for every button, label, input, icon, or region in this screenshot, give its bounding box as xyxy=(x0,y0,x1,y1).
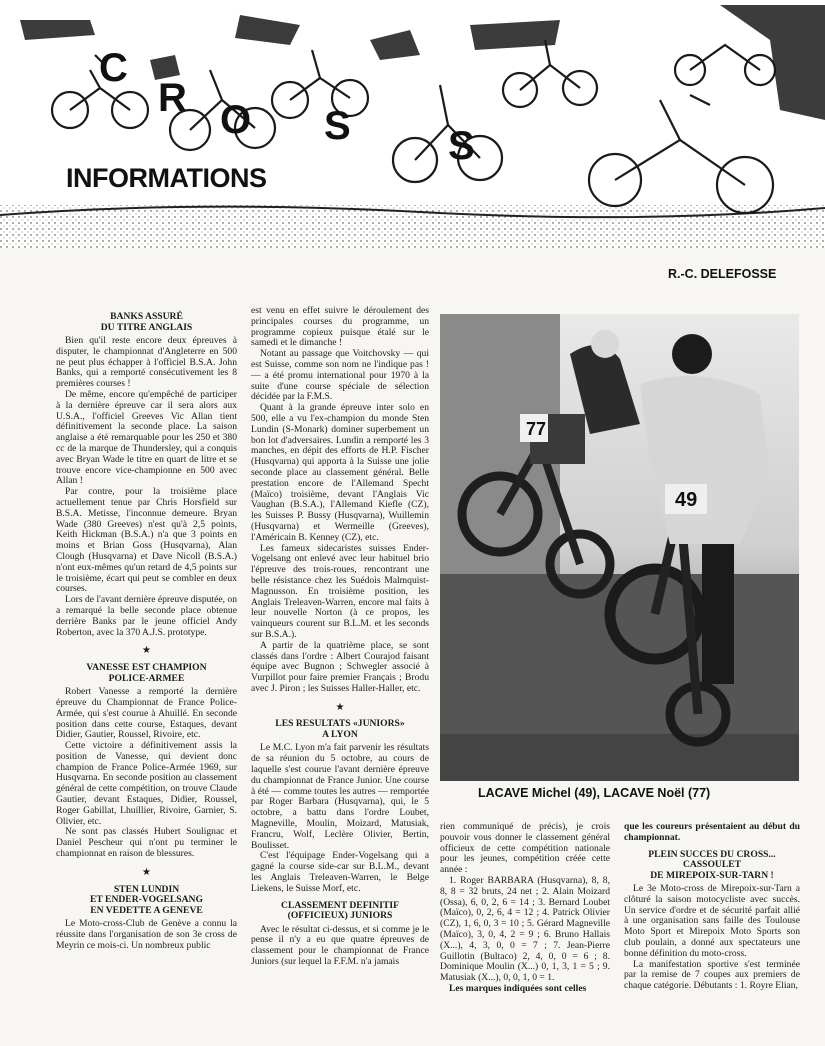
title-letter-o: O xyxy=(220,98,252,142)
author-byline: R.-C. DELEFOSSE xyxy=(668,267,777,281)
headline-banks: BANKS ASSURÉ DU TITRE ANGLAIS xyxy=(100,311,193,333)
column-2 xyxy=(251,306,429,968)
paragraph: Bien qu'il reste encore deux épreuves à disputer, le championnat d'Angleterre en 500 ne peut plus échapper à l'officiel B.S.A. John Banks, qui a remporté consécutivement les 8 premières courses ! xyxy=(56,335,237,390)
paragraph: Le 3e Moto-cross de Mirepoix-sur-Tarn a clôturé la saison motocycliste avec succès. Un service d'ordre et de sécurité parfait allié à une organisation sans faille des Toulouse Moto Sport et Mirepoix Moto Sports son club poulain, a donné aux spectateurs une bonne définition du moto-cross. xyxy=(624,883,800,959)
column-4 xyxy=(624,822,800,992)
paragraph: que les coureurs présentaient au début du championnat. xyxy=(624,821,800,843)
column-1 xyxy=(56,306,237,952)
results-list: 1. Roger BARBARA (Husqvarna), 8, 8, 8, 8 = 32 bruts, 24 net ; 2. Alain Moizard (Ossa), 6, 0, 2, 6 = 14 ; 3. Bernard Loubet (Maïco), 0, 2, 6, 4 = 12 ; 4. Patrick Olivier (CZ), 1, 6, 0, 3 = 10 ; 5. Gérard Magneville (Maïco), 3, 0, 4, 2 = 9 ; 6. Bruno Hallais (X...), 4, 3, 0, 0 = 7 ; 7. Jean-Pierre Guillotin (Bultaco) 2, 4, 0, 0 = 6 ; 8. Dominique Moulin (X...) 0, 1, 3, 1 = 5 ; 9. Matusiak (X...), 0, 0, 1, 0 = 1. xyxy=(440,874,610,984)
paragraph: De même, encore qu'empêché de participer à la dernière épreuve car il sera alors aux U.S.A., l'officiel Greeves Vic Allan tient définitivement la seconde place. La saison anglaise a été remarquable pour les 250 et 380 cc de la marque de Thundersley, qui a conquis avec Bryan Wade le titre en quart de litre et se trouve encore vice-championne en 500 avec Allan ! xyxy=(56,388,237,487)
section-star: ★ xyxy=(142,645,151,657)
paragraph: Lors de l'avant dernière épreuve disputée, on a remarqué la belle seconde place obtenue derrière Banks par le jeune officiel Andy Roberton, avec la 370 A.J.S. prototype. xyxy=(56,594,237,638)
paragraph: Ne sont pas classés Hubert Soulignac et Daniel Pescheur qui n'ont pu terminer le championnat en raison de blessures. xyxy=(56,826,237,860)
subtitle-informations: INFORMATIONS xyxy=(66,163,267,193)
motocross-photo xyxy=(440,314,799,781)
paragraph: Robert Vanesse a remporté la dernière épreuve du Championnat de France Police-Armée, qui s'est courue à Ahuillé. En seconde position dans cette course, Estaques, devant Didier, Gautier, Roussel, Rivoire, etc. xyxy=(56,686,237,741)
headline-lundin: STEN LUNDIN ET ENDER-VOGELSANG EN VEDETTE A GENEVE xyxy=(90,883,203,916)
section-star: ★ xyxy=(142,866,151,878)
title-letter-s2: S xyxy=(448,124,475,168)
photo-riders xyxy=(440,314,799,781)
headline-classement: CLASSEMENT DEFINITIF (OFFICIEUX) JUNIORS xyxy=(281,899,399,922)
title-letter-r: R xyxy=(158,76,187,120)
bike-number-77: 77 xyxy=(526,419,547,439)
paragraph: Les fameux sidecaristes suisses Ender-Vogelsang ont enlevé avec leur habituel brio l'épreuve des trois-roues, rencontrant une belle résistance chez les Suédois Malmquist-Magnusson. En troisième position, les Anglais Treleaven-Warren, encore mal faits à leur nouvelle Norton (à ce propos, les vainqueurs courent sur B.L.M. et les seconds sur B.S.A.). xyxy=(251,542,429,640)
paragraph: Cette victoire a définitivement assis la position de Vanesse, qui devient donc champion de France Police-Armée 1969, sur Husqvarna. En seconde position au classement général de cette compétition, on trouve Claude Gautier, devant Estaques, Didier, Roussel, Roger Gabillat, Lhuillier, Rivoire, Garnier, S. Olivier, etc. xyxy=(56,740,237,827)
headline-juniors-lyon: LES RESULTATS «JUNIORS» A LYON xyxy=(275,718,405,740)
headline-mirepoix: PLEIN SUCCES DU CROSS... CASSOULET DE MIREPOIX-SUR-TARN ! xyxy=(648,848,776,881)
title-letter-s1: S xyxy=(324,104,351,148)
paragraph: rien communiqué de précis), je crois pouvoir vous donner le classement général officieux de cette compétition nationale pour les jeunes, compétition créée cette année : xyxy=(440,821,610,876)
paragraph: A partir de la quatrième place, se sont classés dans l'ordre : Albert Courajod faisant équipe avec Bugnon ; Schwegler associé à Vurpillot pour faire premier Français ; Brodu avec J. Piron ; les Suisses Haller-Haller, etc. xyxy=(251,639,429,694)
photo-caption: LACAVE Michel (49), LACAVE Noël (77) xyxy=(478,786,711,800)
paragraph: Le Moto-cross-Club de Genève a connu la réussite dans l'organisation de son 3e cross de Meyrin ce mois-ci. Un nombreux public xyxy=(56,918,237,951)
paragraph: La manifestation sportive s'est terminée par la remise de 7 coupes aux premiers de chaque catégorie. Débutants : 1. Royre Elian, xyxy=(624,958,800,992)
headline-vanesse: VANESSE EST CHAMPION POLICE-ARMEE xyxy=(86,662,207,684)
title-letter-c: C xyxy=(99,46,128,90)
paragraph: Le M.C. Lyon m'a fait parvenir les résultats de sa réunion du 5 octobre, au cours de laquelle s'est courue l'avant dernière épreuve du championnat de France Junior. Une course à été — comme toutes les autres — remportée par Roger Barbara (Husqvarna), qui, le 5 octobre, a battu dans l'ordre Loubet, Magneville, Moulin, Moizard, Matusiak, Francru, Wolf, Leclère Olivier, Bertin, Boulisset. xyxy=(251,742,429,851)
header-banner xyxy=(0,0,825,248)
paragraph: Quant à la grande épreuve inter solo en 500, elle a vu l'ex-champion du monde Sten Lundin (S-Monark) dominer superbement un bon lot d'adversaires. Lundin a remporté les 3 manches, en dépit des efforts de H.P. Fischer (Husqvarna) qui apporta à la Suisse une jolie seconde place au classement général. Belle prestation encore de l'Allemand Specht (Maïco) troisième, devant l'Anglais Vic Vaughan (B.S.A.), l'Allemand Kiefle (CZ), les Suisses P. Bussy (Husqvarna), Wuillemin (Husqvarna) et Wermeille (Greeves), l'Américain B. Kenney (CZ), etc. xyxy=(251,402,429,543)
paragraph: C'est l'équipage Ender-Vogelsang qui a gagné la course side-car sur B.L.M., devant les Anglais Treleaven-Warren, le Belge Liekens, le Suisse Morf, etc. xyxy=(251,850,429,894)
riders-illustration xyxy=(0,0,825,248)
paragraph: est venu en effet suivre le déroulement des principales courses du programme, un programme copieux puisque étalé sur le samedi et le dimanche ! xyxy=(251,305,429,349)
paragraph: Par contre, pour la troisième place actuellement tenue par Chris Horsfield sur B.S.A. Metisse, l'inconnue demeure. Bryan Wade (380 Greeves) n'est qu'à 2,5 points, Keith Hickman (B.S.A.) n'a que 3 points en moins et Brian Goss (Husqvarna), Alan Clough (Husqvarna) et Dave Nicoll (B.S.A.) n'ont eux-mêmes qu'un retard de 4,5 points sur le troisième, écart qui peut se combler en deux courses. xyxy=(56,486,237,595)
bike-number-49: 49 xyxy=(675,489,698,511)
paragraph: Notant au passage que Voitchovsky — qui est Suisse, comme son nom ne l'indique pas ! — a été promu international pour 1970 à la suite d'une course spéciale de sélection décidée par la F.M.S. xyxy=(251,348,429,403)
paragraph: Avec le résultat ci-dessus, et si comme je le pense il n'y a eu que quatre épreuves de classement pour le championnat de France Juniors (sur lequel la F.F.M. n'a jamais xyxy=(251,923,429,968)
paragraph: Les marques indiquées sont celles xyxy=(449,982,587,994)
column-3 xyxy=(440,822,610,995)
section-star: ★ xyxy=(335,701,345,713)
